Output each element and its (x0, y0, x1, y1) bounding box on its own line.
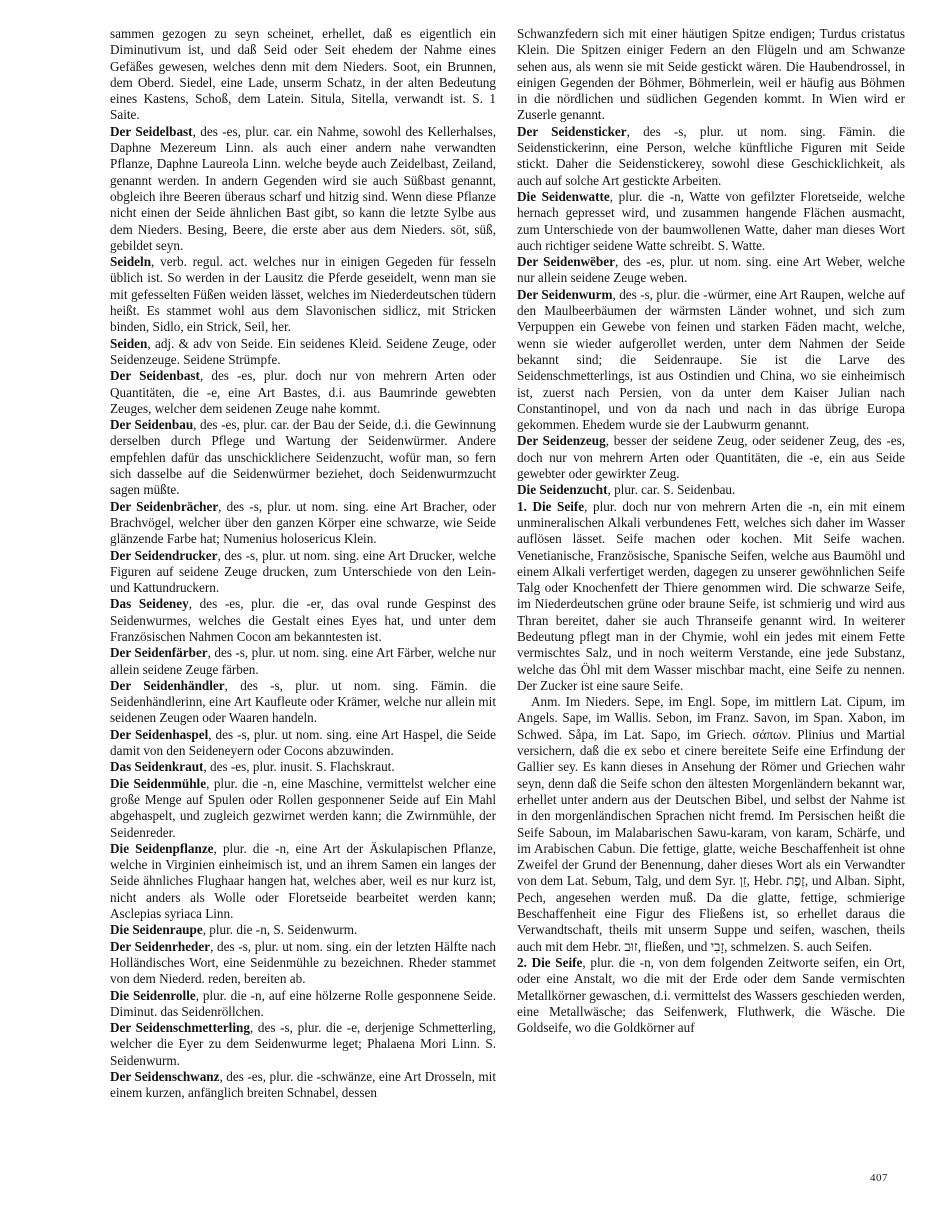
entry-headword: 1. Die Seife (517, 498, 585, 514)
dictionary-entry (110, 922, 496, 938)
left-column (110, 26, 496, 1102)
dictionary-entry (110, 499, 496, 548)
entry-headword: 2. Die Seife (517, 954, 583, 970)
dictionary-entry (517, 124, 905, 189)
dictionary-entry (110, 988, 496, 1021)
dictionary-entry (110, 1069, 496, 1102)
dictionary-entry (110, 417, 496, 498)
entry-text: , adj. & adv von Seide. Ein seidenes Kleid. Seidene Zeuge, oder Seidenzeuge. Seidene Strümpfe. (110, 335, 496, 367)
entry-text: , plur. die -n, Watte von gefilzter Floretseide, welche hernach gepresset wird, und zusammen hangende Flächen ausmacht, zum Unterschiede von der baumwollenen Watte, daher man dieses Wort auch richtiger seidene Watte schreibt. S. Watte. (517, 188, 905, 253)
entry-text: , des -s, plur. ut nom. sing. eine Art Bracher, oder Brachvögel, welcher über den ganzen Körper eine schwarze, wie Seide glänzende Farbe hat; Numenius holosericus Klein. (110, 498, 496, 547)
entry-text: , des -es, plur. doch nur von mehrern Arten oder Quantitäten, die -e, eine Art Bastes, d.i. aus Baumrinde gewebten Zeuges, welcher dem seidenen Zeuge nahe kommt. (110, 368, 496, 416)
entry-text: , des -s, plur. ut nom. sing. ein der letzten Hälfte nach Holländisches Wort, eine Seidenmühle zu bezeichnen. Rheder stammet von dem Niederd. reden, bereiten ab. (110, 938, 496, 987)
entry-text: , des -es, plur. die -er, das oval runde Gespinst des Seidenwurmes, welches die Gestalt eines Eyes hat, und unter dem Französischen Nahmen Cocon am bekanntesten ist. (110, 596, 497, 644)
entry-text: , plur. car. S. Seidenbau. (607, 482, 736, 498)
dictionary-entry: Schwanzfedern sich mit einer häutigen Spitze endigen; Turdus cristatus Klein. Die Spitzen einiger Federn an den Flügeln und am Schwanze sehen aus, als wenn sie mit Seide gestickt wären. Die Haubendrossel, in einigen Gegenden der Böhmer, Böhmerlein, weil er häufig aus Böhmen in die nördlichen und südlichen Gegenden kommt. In Wien wird er Zuserle genannt. (517, 26, 905, 123)
entry-text: , des -s, plur. ut nom. sing. eine Art Färber, welche nur allein seidene Zeuge färben. (110, 645, 496, 677)
dictionary-entry (110, 841, 496, 922)
entry-headword: Der Seidenschmetterling (110, 1020, 250, 1036)
dictionary-entry (110, 124, 496, 254)
entry-text: , des -s, plur. die -e, derjenige Schmetterling, welcher die Eyer zu dem Seidenwurme leget; Phalaena Mori Linn. S. Seidenwurm. (110, 1020, 496, 1068)
entry-headword: Der Seidenrheder (110, 938, 211, 954)
entry-headword: Der Seidenwëber (517, 254, 615, 270)
entry-text: , des -es, plur. car. ein Nahme, sowohl des Kellerhalses, Daphne Mezereum Linn. als auch einer andern nahe verwandten Pflanze, Daphne Laureola Linn. welche beyde auch Zeidelbast, Zeiland, genannt werden. In andern Gegenden wird sie auch Süßbast genannt, obgleich ihre Beeren überaus scharf und hitzig sind. Wenn diese Pflanze nicht einen der Seide ähnlichen Bast gibt, so kann die letzte Sylbe aus dem Nieders. Besing, Beere, die erste aber aus dem Nieders. söt, süß, gebildet seyn. (110, 123, 497, 253)
entry-headword: Der Seidendrucker (110, 547, 218, 563)
dictionary-entry (517, 499, 905, 695)
entry-text: , des -es, plur. die -schwänze, eine Art Drosseln, mit einem kurzen, anfänglich breiten Schnabel, dessen (110, 1069, 496, 1101)
dictionary-entry: sammen gezogen zu seyn scheinet, erhellet, daß es eigentlich ein Diminutivum ist, und daß Seid oder Seit ehedem der Nahme eines Gefäßes gewesen, welches denn mit dem Nieders. Soot, ein Brunnen, dem Oberd. Siedel, eine Lade, unserm Schatz, in der alten Bedeutung eines Kastens, Schoß, dem Latein. Situla, Sitella, verwandt ist. S. 1 Saite. (110, 26, 496, 123)
entry-text: , plur. die -n, eine Art der Äskulapischen Pflanze, welche in Virginien einheimisch ist, und an ihrem Samen ein langes der Seide ähnliches Flughaar hangen hat, welches aber, weil es nur kurz ist, nicht anders als Wolle oder Floretseide bearbeitet werden kann; Asclepias syriaca Linn. (110, 840, 496, 922)
entry-text: , des -s, plur. die -würmer, eine Art Raupen, welche auf den Maulbeerbäumen der wärmsten Länder wohnet, und sich zum Verpuppen ein Gewebe von feinen und starken Fäden macht, welche, wenn sie wieder aufgerollet werden, unter dem Nahmen der Seide bekannt sind; die Seidenraupe. Sie ist die Larve des Seidenschmetterlings, ist aus Ostindien und China, wo sie einheimisch ist, zuerst nach Persien, von da unter dem Kaiser Julian nach Constantinopel, und von da nach und nach in das übrige Europa gekommen. Ehedem wurde sie der Laubwurm genannt. (517, 286, 905, 433)
entry-text: , des -s, plur. ut nom. sing. eine Art Haspel, die Seide damit von den Seideneyern oder Cocons abzuwinden. (110, 726, 496, 759)
dictionary-entry (110, 776, 496, 841)
dictionary-entry (110, 596, 496, 645)
entry-text: Anm. Im Nieders. Sepe, im Engl. Sope, im mittlern Lat. Cipum, im Angels. Sape, im Wallis. Sebon, im Franz. Savon, im Span. Xabon, im Schwed. Såpa, im Lat. Sapo, im Griech. σάπων. Plinius und Martial versichern, daß die ex sebo et cinere bereitete Seife eine Erfindung der Gallier sey. Es kann dieses in Ansehung der Römer und Griechen wahr seyn, denn daß die Seife schon den ältesten Morgenländern bekannt war, erhellet unter andern aus der Deutschen Bibel, und selbst der Nahme ist in den morgenländischen Sprachen nicht fremd. Im Persischen heißt die Seife Saboun, im Malabarischen Sawu-karam, von karam, Schärfe, und im Arabischen Cabun. Die fettige, glatte, weiche Beschaffenheit ist ohne Zweifel der Grund der Benennung, daher dieses Wort als ein Verwandter von dem Lat. Sebum, Talg, und dem Syr. זֵן, Hebr. זֶפֶת, und Alban. Sipht, Pech, angesehen werden muß. Da die glatte, fettige, schmierige Beschaffenheit eine Figur des Fließens ist, so erhellet daraus die Verwandtschaft, theils mit unserm Suppe und seifen, waschen, theils auch mit dem Hebr. זוּב, fließen, und זָבִי, schmelzen. S. auch Seifen. (517, 694, 905, 954)
entry-text: , verb. regul. act. welches nur in einigen Gegeden für fesseln üblich ist. So werden in der Lausitz die Pferde geseidelt, wenn man sie mit gefesselten Füßen weiden lässet, welches im Niederdeutschen tüdern heißt. Es stammet wohl aus dem Slavonischen sidlicz, mit Stricken binden, Sidlo, ein Strick, Seil, her. (110, 254, 496, 335)
entry-text: , plur. doch nur von mehrern Arten die -n, ein mit einem unmineralischen Alkali verbundenes Fett, welches sich daher im Wasser auflösen lässet. Seife machen oder kochen. Mit Seife wachen. Venetianische, Französische, Spanische Seifen, welche aus Baumöhl und einem Alkali verfertiget werden, dagegen zu unserer gewöhnlichen Seife Talg oder Knochenfett der Thiere genommen wird. Die schwarze Seife, im Niederdeutschen grüne oder braune Seife, ist schmierig und wird aus Thran bereitet, daher sie auch Thranseife genannt wird. In weiterer Bedeutung pflegt man in der Chymie, wohl ein jedes mit einem Fette vermischtes Salz, und in noch weiterm Verstande, eine jede Substanz, welche das Öhl mit dem Wasser mischbar macht, eine Seife zu nennen. Der Zucker ist eine saure Seife. (517, 498, 905, 693)
entry-headword: Der Seidenzeug (517, 433, 606, 449)
dictionary-entry (110, 548, 496, 597)
dictionary-entry (517, 189, 905, 254)
entry-headword: Die Seidenzucht (517, 482, 608, 498)
entry-text: , plur. die -n, eine Maschine, vermittelst welcher eine große Menge auf Spulen oder Rollen gesponnener Seide auf Ein Mahl abgehaspelt, und zugleich gezwirnet werden kann; die Zwirnmühle, der Seidenreder. (110, 775, 496, 840)
entry-headword: Der Seidenhaspel (110, 726, 209, 742)
dictionary-entry (110, 645, 496, 678)
entry-headword: Der Seidenschwanz (110, 1069, 220, 1084)
dictionary-entry (517, 287, 905, 434)
dictionary-entry (110, 727, 496, 760)
entry-headword: Der Seidensticker (517, 123, 627, 139)
entry-headword: Der Seidenfärber (110, 645, 208, 661)
dictionary-entry (110, 939, 496, 988)
entry-text: , plur. die -n, S. Seidenwurm. (202, 922, 358, 938)
entry-headword: Die Seidenraupe (110, 922, 203, 938)
entry-text: , des -s, plur. ut nom. sing. eine Art Drucker, welche Figuren auf seidene Zeuge drucken, zum Unterschiede von den Lein- und Kattundruckern. (110, 547, 496, 596)
dictionary-entry (110, 759, 496, 775)
entry-headword: Die Seidenrolle (110, 987, 196, 1003)
page-number: 407 (870, 1172, 888, 1184)
dictionary-entry (110, 1020, 496, 1069)
entry-text: , des -s, plur. ut nom. sing. Fämin. die Seidenhändlerinn, eine Art Kaufleute oder Krämer, welche nur allein mit seidenen Zeugen oder Waaren handeln. (110, 677, 496, 726)
entry-text: , plur. die -n, von dem folgenden Zeitworte seifen, ein Ort, oder eine Anstalt, wo die mit der Erde oder dem Sande vermischten Metallkörner gewaschen, d.i. vermittelst des Wassers geschieden werden, eine Metallwäsche; das Seifenwerk, Fluthwerk, die Wäsche. Die Goldseife, wo die Goldkörner auf (517, 954, 905, 1036)
dictionary-entry (517, 955, 905, 1036)
entry-headword: Der Seidenbast (110, 368, 200, 384)
dictionary-entry (110, 254, 496, 335)
entry-headword: Die Seidenmühle (110, 775, 207, 791)
entry-headword: Das Seidenkraut (110, 759, 204, 775)
entry-headword: Seideln (110, 254, 152, 270)
dictionary-entry (517, 482, 905, 498)
entry-headword: Die Seidenpflanze (110, 840, 214, 856)
entry-text: , plur. die -n, auf eine hölzerne Rolle gesponnene Seide. Diminut. das Seidenröllchen. (110, 987, 496, 1019)
entry-text: , des -es, plur. ut nom. sing. eine Art Weber, welche nur allein seidene Zeuge weben. (517, 254, 905, 286)
dictionary-entry (517, 254, 905, 287)
dictionary-entry (110, 678, 496, 727)
entry-headword: Der Seidelbast (110, 123, 193, 139)
entry-headword: Die Seidenwatte (517, 188, 610, 204)
dictionary-entry (110, 336, 496, 369)
annotation-paragraph (517, 694, 905, 955)
entry-text: , des -es, plur. car. der Bau der Seide, d.i. die Gewinnung derselben durch Pflege und Wartung der Seidenwürmer. Andere empfehlen dafür das unschicklichere Seidenzucht, wofür man, so fern sich dasselbe auf die Seidenwürmer beziehet, doch Seidenwurmzucht sagen müßte. (110, 417, 496, 498)
right-column (517, 26, 905, 1036)
entry-text: , des -es, plur. inusit. S. Flachskraut. (203, 759, 395, 775)
entry-headword: Das Seideney (110, 596, 189, 612)
entry-headword: Der Seidenbrächer (110, 498, 219, 514)
entry-text: , des -s, plur. ut nom. sing. Fämin. die Seidenstickerinn, eine Person, welche künftliche Figuren mit Seide stickt. Daher die Seidenstickerey, sowohl diese Geschicklichkeit, als auch auf solche Art gestickte Arbeiten. (517, 123, 905, 188)
dictionary-entry (517, 433, 905, 482)
entry-headword: Der Seidenbau (110, 417, 194, 433)
entry-headword: Der Seidenwurm (517, 286, 613, 302)
entry-headword: Der Seidenhändler (110, 677, 225, 693)
dictionary-entry (110, 368, 496, 417)
entry-headword: Seiden (110, 335, 148, 351)
entry-text: , besser der seidene Zeug, oder seidener Zeug, des -es, doch nur von mehrern Arten oder Quantitäten, die -e, ein aus Seide gewebter oder gewirkter Zeug. (517, 433, 906, 482)
